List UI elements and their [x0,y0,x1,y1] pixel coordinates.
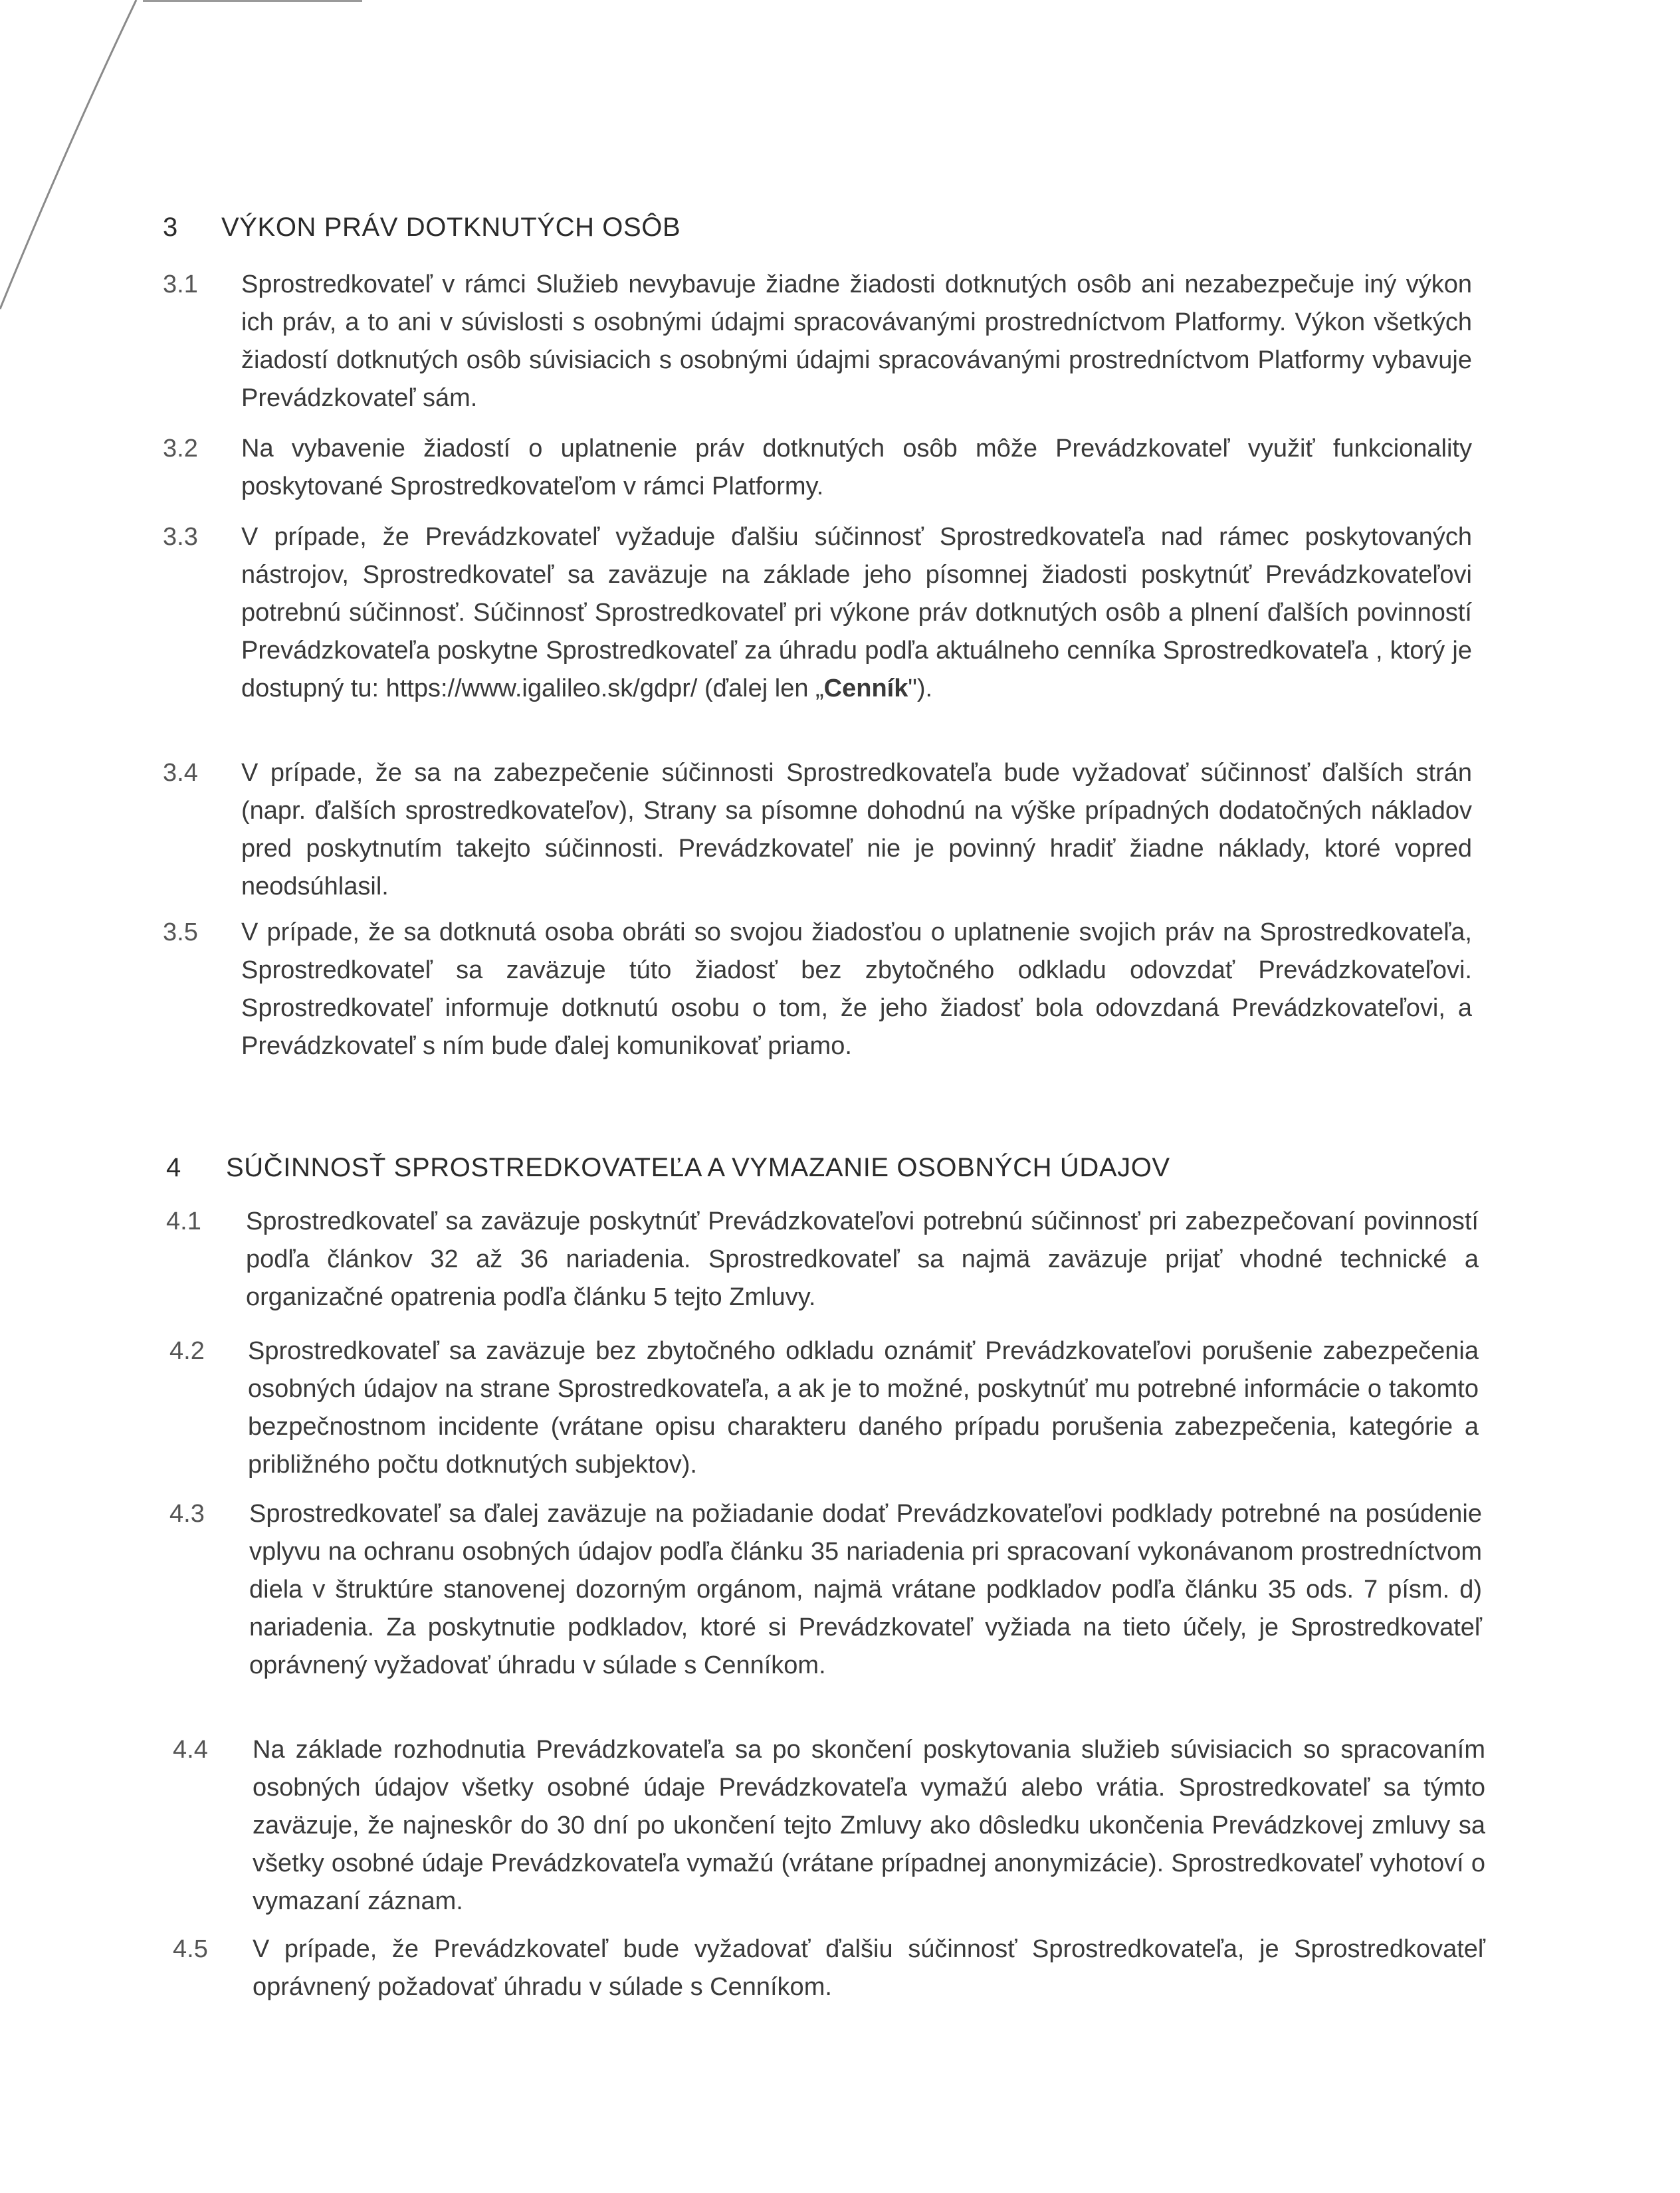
clause-4-3 [169,1495,1482,1724]
clause-text: Sprostredkovateľ sa ďalej zaväzuje na požiadanie dodať Prevádzkovateľovi podklady potrebné na posúdenie vplyvu na ochranu osobných údajov podľa článku 35 nariadenia pri spracovaní vykonávanom prostredníctvom diela v štruktúre stanovenej dozorným orgánom, najmä vrátane podkladov podľa článku 35 ods. 7 písm. d) nariadenia. Za poskytnutie podkladov, ktoré si Prevádzkovateľ vyžiada na tieto účely, je Sprostredkovateľ oprávnený vyžadovať úhradu v súlade s Cenníkom. [249,1500,1482,1679]
section-4-heading [166,1153,1562,1186]
clause-text: Sprostredkovateľ sa zaväzuje bez zbytočného odkladu oznámiť Prevádzkovateľovi porušenie zabezpečenia osobných údajov na strane Sprostredkovateľa, a ak je to možné, poskytnúť mu potrebné informácie o takomto bezpečnostnom incidente (vrátane opisu charakteru daného prípadu porušenia zabezpečenia, kategórie a približného počtu dotknutých subjektov). [248,1337,1479,1479]
clause-number: 3.2 [163,435,198,463]
clause-text-main: V prípade, že Prevádzkovateľ vyžaduje ďalšiu súčinnosť Sprostredkovateľa nad rámec poskytovaných nástrojov, Sprostredkovateľ sa zaväzuje na základe jeho písomnej žiadosti poskytnúť Prevádzkovateľovi potrebnú súčinnosť. Súčinnosť Sprostredkovateľ pri výkone práv dotknutých osôb a plnení ďalších povinností Prevádzkovateľa poskytne Sprostredkovateľ za úhradu podľa aktuálneho cenníka Sprostredkovateľa , ktorý je dostupný tu: https://www.igalileo.sk/gdpr/ (ďalej len „ [241,523,1472,702]
section-3-heading [163,213,1558,246]
clause-number: 3.5 [163,918,198,946]
clause-number: 4.1 [166,1207,201,1235]
clause-4-2 [169,1332,1479,1485]
clause-3-2 [163,430,1472,510]
clause-number: 4.2 [169,1337,205,1365]
clause-3-1 [163,266,1472,419]
section-number: 4 [166,1153,181,1182]
clause-text [241,518,1472,708]
clause-number: 3.1 [163,270,198,298]
scan-edge-line [143,0,362,2]
clause-text: V prípade, že Prevádzkovateľ bude vyžadovať ďalšiu súčinnosť Sprostredkovateľa, je Sprostredkovateľ oprávnený požadovať úhradu v súlade s Cenníkom. [253,1935,1485,2001]
clause-4-4 [173,1731,1485,1924]
clause-3-4 [163,754,1472,907]
scan-fold-mark [0,0,159,312]
section-number: 3 [163,213,178,242]
defined-term-cennik: Cenník [823,675,908,702]
clause-text: V prípade, že sa dotknutá osoba obráti so svojou žiadosťou o uplatnenie svojich práv na Sprostredkovateľa, Sprostredkovateľ sa zaväzuje túto žiadosť bez zbytočného odkladu odovzdať Prevádzkovateľovi. Sprostredkovateľ informuje dotknutú osobu o tom, že jeho žiadosť bola odovzdaná Prevádzkovateľovi, a Prevádzkovateľ s ním bude ďalej komunikovať priamo. [241,918,1472,1060]
clause-3-3 [163,518,1472,748]
section-title: VÝKON PRÁV DOTKNUTÝCH OSÔB [221,213,681,242]
clause-text: Sprostredkovateľ v rámci Služieb nevybavuje žiadne žiadosti dotknutých osôb ani nezabezpečuje iný výkon ich práv, a to ani v súvislosti s osobnými údajmi spracovávanými prostredníctvom Platformy. Výkon všetkých žiadostí dotknutých osôb súvisiacich s osobnými údajmi spracovávanými prostredníctvom Platformy vybavuje Prevádzkovateľ sám. [241,270,1472,412]
clause-text-end: "). [908,675,933,702]
clause-number: 3.3 [163,523,198,551]
clause-3-5 [163,914,1472,1067]
clause-number: 4.5 [173,1935,208,1963]
clause-text: Na vybavenie žiadostí o uplatnenie práv dotknutých osôb môže Prevádzkovateľ využiť funkcionality poskytované Sprostredkovateľom v rámci Platformy. [241,435,1472,500]
clause-text: Na základe rozhodnutia Prevádzkovateľa sa po skončení poskytovania služieb súvisiacich so spracovaním osobných údajov všetky osobné údaje Prevádzkovateľa vymažú alebo vrátia. Sprostredkovateľ sa týmto zaväzuje, že najneskôr do 30 dní po ukončení tejto Zmluvy ako dôsledku ukončenia Prevádzkovej zmluvy sa všetky osobné údaje Prevádzkovateľa vymažú (vrátane prípadnej anonymizácie). Sprostredkovateľ vyhotoví o vymazaní záznam. [253,1736,1485,1915]
section-title: SÚČINNOSŤ SPROSTREDKOVATEĽA A VYMAZANIE OSOBNÝCH ÚDAJOV [226,1153,1170,1182]
clause-number: 3.4 [163,759,198,787]
clause-number: 4.4 [173,1736,208,1764]
clause-text: Sprostredkovateľ sa zaväzuje poskytnúť Prevádzkovateľovi potrebnú súčinnosť pri zabezpečovaní povinností podľa článkov 32 až 36 nariadenia. Sprostredkovateľ sa najmä zaväzuje prijať vhodné technické a organizačné opatrenia podľa článku 5 tejto Zmluvy. [246,1207,1479,1311]
clause-number: 4.3 [169,1500,205,1528]
clause-text: V prípade, že sa na zabezpečenie súčinnosti Sprostredkovateľa bude vyžadovať súčinnosť ďalších strán (napr. ďalších sprostredkovateľov), Strany sa písomne dohodnú na výške prípadných dodatočných nákladov pred poskytnutím takejto súčinnosti. Prevádzkovateľ nie je povinný hradiť žiadne náklady, ktoré vopred neodsúhlasil. [241,759,1472,900]
clause-4-5 [173,1931,1485,2010]
clause-4-1 [166,1203,1479,1319]
